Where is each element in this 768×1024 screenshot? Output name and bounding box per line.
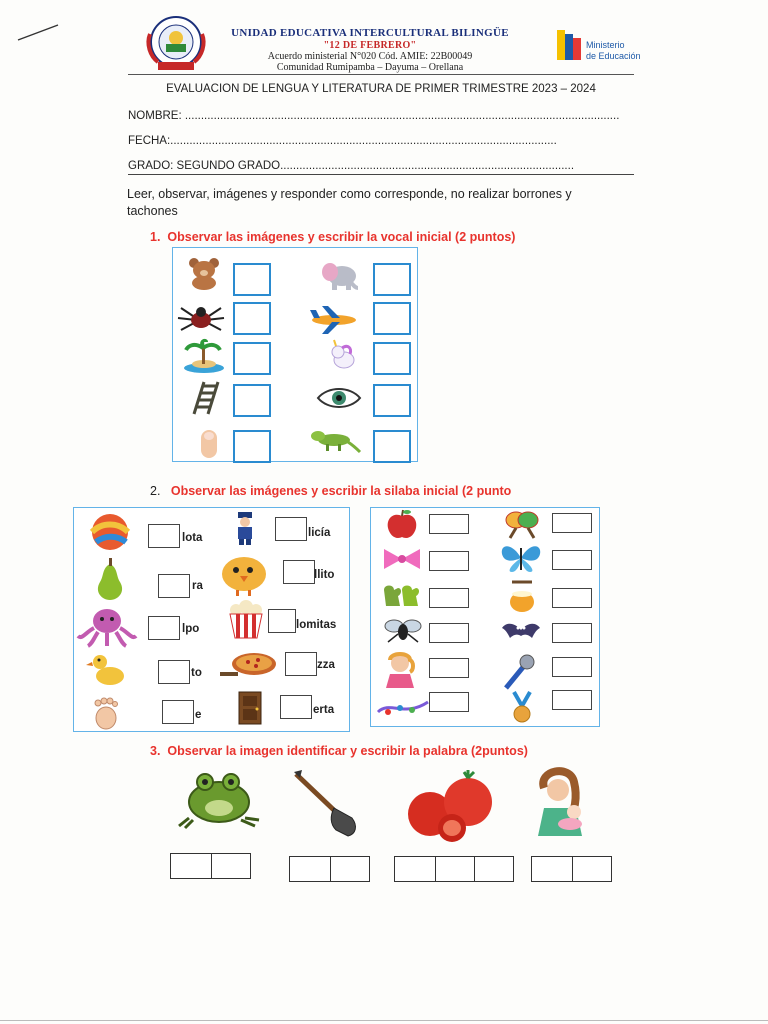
suffix-mid-4: zza bbox=[317, 659, 335, 671]
syllable-box-mid-3[interactable] bbox=[268, 609, 296, 633]
ministry-line1: Ministerio bbox=[586, 40, 625, 50]
letter-box[interactable] bbox=[170, 853, 212, 879]
section1-number: 1. bbox=[150, 230, 161, 244]
suffix-mid-1: licía bbox=[308, 527, 331, 539]
syllable-box-mid-4[interactable] bbox=[285, 652, 317, 676]
letter-box[interactable] bbox=[394, 856, 436, 882]
fly-icon bbox=[382, 616, 424, 644]
syllable-box-r2-6[interactable] bbox=[552, 690, 592, 710]
school-seal-icon bbox=[144, 12, 208, 74]
suffix-left-1: lota bbox=[182, 532, 203, 544]
grade-field[interactable]: GRADO: SEGUNDO GRADO............................................................................................ bbox=[128, 160, 575, 172]
syllable-box-r1-5[interactable] bbox=[429, 658, 469, 678]
vowel-box-left-3[interactable] bbox=[233, 342, 271, 375]
pear-icon bbox=[88, 558, 132, 602]
finger-icon bbox=[197, 428, 221, 460]
elephant-icon bbox=[318, 258, 362, 292]
bat-icon bbox=[500, 618, 542, 646]
ball-icon bbox=[82, 512, 138, 552]
suffix-left-4: to bbox=[191, 667, 202, 679]
letter-box[interactable] bbox=[475, 856, 514, 882]
octopus-icon bbox=[76, 606, 138, 648]
ministry-text bbox=[586, 40, 646, 62]
pen-mark-icon bbox=[16, 22, 62, 44]
syllable-box-r1-1[interactable] bbox=[429, 514, 469, 534]
medal-icon bbox=[508, 690, 536, 726]
mother-baby-icon bbox=[530, 768, 596, 838]
letter-box[interactable] bbox=[289, 856, 331, 882]
vowel-box-right-1[interactable] bbox=[373, 263, 411, 296]
name-field[interactable]: NOMBRE: ........................................................................................................................................ bbox=[128, 110, 620, 122]
letter-box[interactable] bbox=[531, 856, 573, 882]
fields-rule bbox=[128, 174, 634, 175]
duck-icon bbox=[86, 650, 130, 690]
section3-title bbox=[150, 744, 570, 758]
section1-title bbox=[150, 230, 550, 244]
header-rule bbox=[128, 74, 634, 75]
bow-icon bbox=[380, 546, 424, 572]
microphone-icon bbox=[496, 652, 540, 692]
syllable-box-r2-4[interactable] bbox=[552, 623, 592, 643]
vowel-box-right-5[interactable] bbox=[373, 430, 411, 463]
airplane-icon bbox=[308, 304, 360, 336]
section3-number: 3. bbox=[150, 744, 161, 758]
community-line: Comunidad Rumipamba – Dayuma – Orellana bbox=[276, 62, 464, 73]
word-boxes-tomatoes bbox=[394, 856, 514, 882]
syllable-box-left-1[interactable] bbox=[148, 524, 180, 548]
island-icon bbox=[182, 340, 226, 374]
syllable-box-r1-4[interactable] bbox=[429, 623, 469, 643]
eye-icon bbox=[314, 384, 364, 412]
pizza-icon bbox=[218, 650, 280, 680]
letter-box[interactable] bbox=[436, 856, 475, 882]
iguana-icon bbox=[308, 424, 362, 454]
mittens-icon bbox=[380, 580, 424, 610]
spider-icon bbox=[176, 302, 226, 334]
suffix-left-5: e bbox=[195, 709, 202, 721]
letter-box[interactable] bbox=[212, 853, 251, 879]
word-boxes-mother bbox=[531, 856, 612, 882]
suffix-mid-5: erta bbox=[313, 704, 335, 716]
exam-title: EVALUACION DE LENGUA Y LITERATURA DE PRIMER TRIMESTRE 2023 – 2024 bbox=[166, 83, 596, 95]
section1-title-text: Observar las imágenes y escribir la vocal inicial (2 puntos) bbox=[167, 230, 516, 244]
syllable-box-r2-1[interactable] bbox=[552, 513, 592, 533]
police-icon bbox=[230, 510, 260, 546]
syllable-box-mid-1[interactable] bbox=[275, 517, 307, 541]
section2-title-text: Observar las imágenes y escribir la silaba inicial (2 punto bbox=[170, 484, 512, 498]
section2-title bbox=[150, 484, 550, 498]
syllable-box-left-5[interactable] bbox=[162, 700, 194, 724]
butterfly-icon bbox=[498, 542, 544, 574]
vowel-box-right-3[interactable] bbox=[373, 342, 411, 375]
vowel-box-right-2[interactable] bbox=[373, 302, 411, 335]
school-header: UNIDAD EDUCATIVA INTERCULTURAL BILINGÜE bbox=[231, 27, 509, 39]
vowel-box-left-5[interactable] bbox=[233, 430, 271, 463]
unicorn-icon bbox=[324, 340, 360, 374]
vowel-box-right-4[interactable] bbox=[373, 384, 411, 417]
syllable-box-r1-3[interactable] bbox=[429, 588, 469, 608]
syllable-box-r2-2[interactable] bbox=[552, 550, 592, 570]
letter-box[interactable] bbox=[331, 856, 370, 882]
ministry-logo-icon bbox=[555, 28, 585, 64]
ladder-icon bbox=[186, 380, 226, 416]
school-name: "12 DE FEBRERO" bbox=[323, 40, 417, 51]
vowel-box-left-4[interactable] bbox=[233, 384, 271, 417]
word-boxes-frog bbox=[170, 853, 251, 879]
instructions: Leer, observar, imágenes y responder como corresponde, no realizar borrones y tachones bbox=[127, 187, 572, 218]
music-notes-icon bbox=[376, 694, 430, 720]
doll-icon bbox=[380, 652, 420, 690]
syllable-box-r2-5[interactable] bbox=[552, 657, 592, 677]
date-field[interactable]: FECHA:......................................................................................................................... bbox=[128, 135, 557, 147]
agreement-line: Acuerdo ministerial N°020 Cód. AMIE: 22B00049 bbox=[267, 51, 473, 62]
vowel-box-left-1[interactable] bbox=[233, 263, 271, 296]
tomatoes-icon bbox=[402, 768, 502, 844]
shovel-icon bbox=[290, 768, 366, 840]
syllable-box-left-3[interactable] bbox=[148, 616, 180, 640]
foot-icon bbox=[90, 696, 122, 730]
door-icon bbox=[236, 690, 264, 726]
popcorn-icon bbox=[224, 600, 268, 640]
apple-icon bbox=[384, 508, 420, 540]
frog-icon bbox=[175, 768, 261, 830]
teddy-bear-icon bbox=[185, 256, 223, 290]
syllable-box-left-2[interactable] bbox=[158, 574, 190, 598]
chick-icon bbox=[214, 552, 274, 596]
suffix-mid-2: llito bbox=[314, 569, 335, 581]
suffix-left-3: lpo bbox=[182, 623, 200, 635]
word-boxes-shovel bbox=[289, 856, 370, 882]
suffix-mid-3: lomitas bbox=[296, 619, 337, 631]
page-bottom-edge bbox=[0, 1020, 768, 1021]
suffix-left-2: ra bbox=[192, 580, 203, 592]
honey-icon bbox=[502, 578, 542, 614]
syllable-box-r2-3[interactable] bbox=[552, 588, 592, 608]
maracas-icon bbox=[500, 508, 544, 540]
syllable-box-mid-2[interactable] bbox=[283, 560, 315, 584]
vowel-box-left-2[interactable] bbox=[233, 302, 271, 335]
section3-title-text: Observar la imagen identificar y escribir la palabra (2puntos) bbox=[167, 744, 528, 758]
syllable-box-left-4[interactable] bbox=[158, 660, 190, 684]
syllable-box-mid-5[interactable] bbox=[280, 695, 312, 719]
syllable-box-r1-6[interactable] bbox=[429, 692, 469, 712]
letter-box[interactable] bbox=[573, 856, 612, 882]
syllable-box-r1-2[interactable] bbox=[429, 551, 469, 571]
section2-number: 2. bbox=[150, 484, 161, 498]
ministry-line2: de Educación bbox=[586, 51, 641, 61]
